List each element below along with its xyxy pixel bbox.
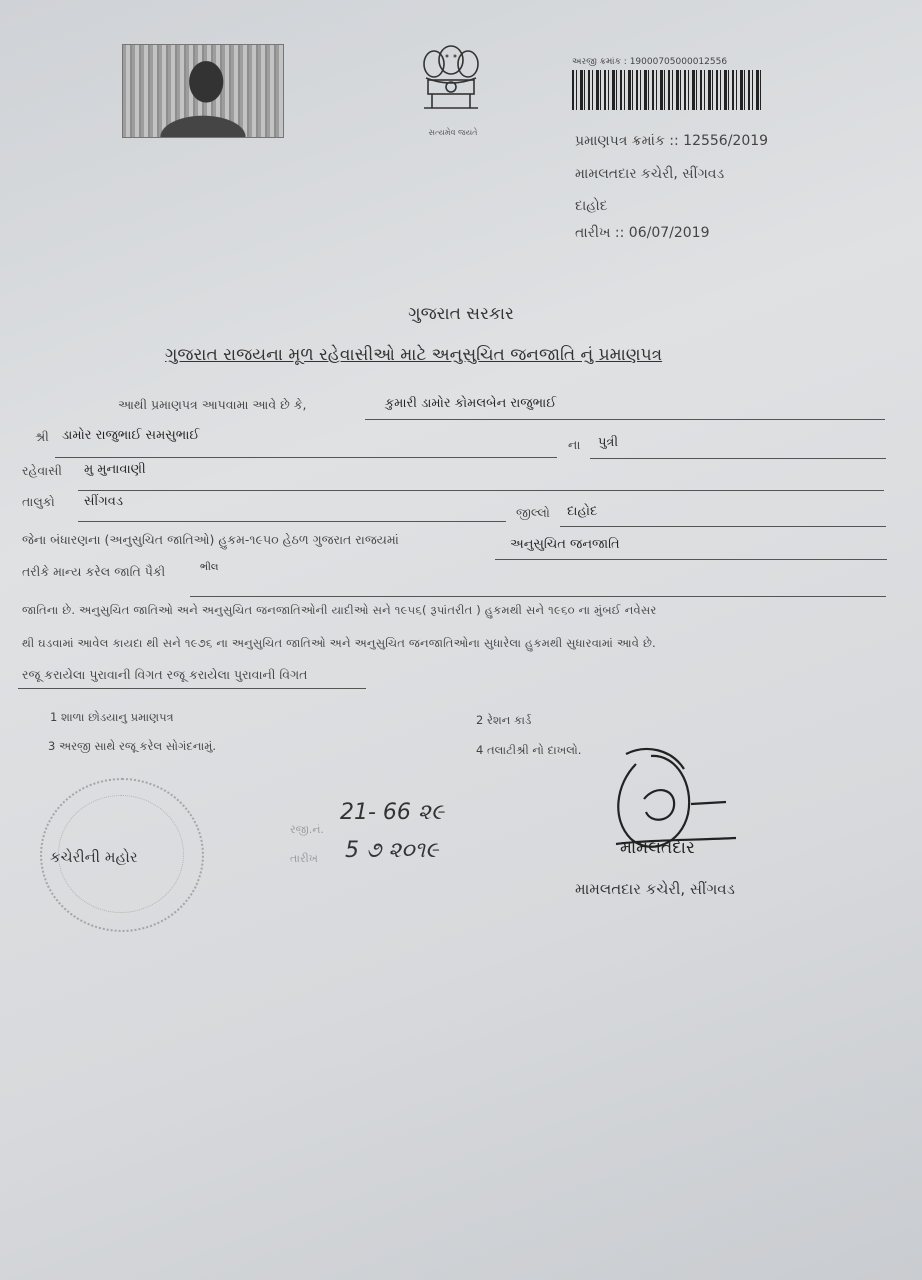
father-line [55,457,557,458]
issuing-office: મામલતદાર કચેરી, સીંગવડ [575,166,725,182]
shri-label: શ્રી [35,429,49,444]
applicant-photo [122,44,284,138]
document-item: 3 અરજી સાથે રજૂ કરેલ સોગંદનામું. [48,739,217,753]
relation-line [590,458,886,459]
constitution-text: જેના બંધારણના (અનુસુચિત જાતિઓ) હુકમ-૧૯૫૦ હેઠળ ગુજરાત રાજયમાં [22,532,399,547]
district: દાહોદ [567,504,598,519]
taluka-label: તાલુકો [22,494,55,509]
application-number: અરજી ક્રમાંક : 19000705000012556 [572,57,728,67]
seal-label: કચેરીની મહોર [50,848,138,866]
holder-name: કુમારી ડામોર કોમલબેન રાજુભાઈ [385,396,557,411]
caste-line [190,596,886,597]
name-line [365,419,885,420]
certificate-number: પ્રમાણપત્ર ક્રમાંક :: 12556/2019 [575,133,769,149]
district-line [560,526,886,527]
signature-title: મામલતદાર [620,838,695,858]
national-emblem-icon [414,38,488,124]
relation: પુત્રી [598,435,619,450]
intro-text: આથી પ્રમાણપત્ર આપવામા આવે છે કે, [118,397,307,412]
documents-heading: રજૂ કરાયેલા પુરાવાની વિગત રજૂ કરાયેલા પુરાવાની વિગત [22,667,308,682]
district-label: જીલ્લો [516,505,550,520]
residence-label: રહેવાસી [22,463,62,478]
taluka-line [78,521,506,522]
residence-line [78,490,884,491]
issue-date: તારીખ :: 06/07/2019 [575,225,710,241]
government-title: ગુજરાત સરકાર [408,304,514,324]
category-line [495,559,887,560]
na-label: ના [568,437,581,452]
father-name: ડામોર રાજુભાઈ સમસુભાઈ [62,428,200,443]
recognized-label: તરીકે માન્ય કરેલ જાતિ પૈકી [22,564,166,579]
paragraph-line-1: જાતિના છે. અનુસુચિત જાતિઓ અને અનુસુચિત જનજાતિઓની યાદીઓ સને ૧૯૫૬( રૂપાંતરીત ) હુકમથી સને ૧૯૬૦ ના મુંબઈ નવેસર [22,603,657,617]
residence: મુ મુનાવાણી [84,462,146,477]
faint-stamp-text-2: તારીખ [290,852,318,865]
barcode [572,70,764,110]
document-item: 2 રેશન કાર્ડ [476,713,532,727]
handwritten-number: 21- 66 ૨૯ [340,800,444,825]
documents-heading-underline [18,688,366,689]
emblem-caption: સત્યમેવ જયતે [428,128,478,137]
category: અનુસુચિત જનજાતિ [510,537,620,552]
issuing-district: દાહોદ [575,198,608,214]
signature-office: મામલતદાર કચેરી, સીંગવડ [575,880,735,898]
handwritten-date: 5 ૭ ૨૦૧૯ [345,838,439,863]
paragraph-line-2: થી ઘડવામાં આવેલ કાયદા થી સને ૧૯૭૬ ના અનુસુચિત જાતિઓ અને અનુસુચિત જનજાતિઓના સુધારેલા હુકમથી સુધારવામાં આવે છે. [22,636,656,650]
taluka: સીંગવડ [84,494,123,509]
document-item: 4 તલાટીશ્રી નો દાખલો. [476,743,582,757]
faint-stamp-text-1: રજી.નં. [290,823,324,836]
certificate-title: ગુજરાત રાજયના મૂળ રહેવાસીઓ માટે અનુસુચિત જનજાતિ નું પ્રમાણપત્ર [165,345,663,365]
caste: ભીલ [200,562,219,573]
document-item: 1 શાળા છોડયાનુ પ્રમાણપત્ર [50,710,174,724]
